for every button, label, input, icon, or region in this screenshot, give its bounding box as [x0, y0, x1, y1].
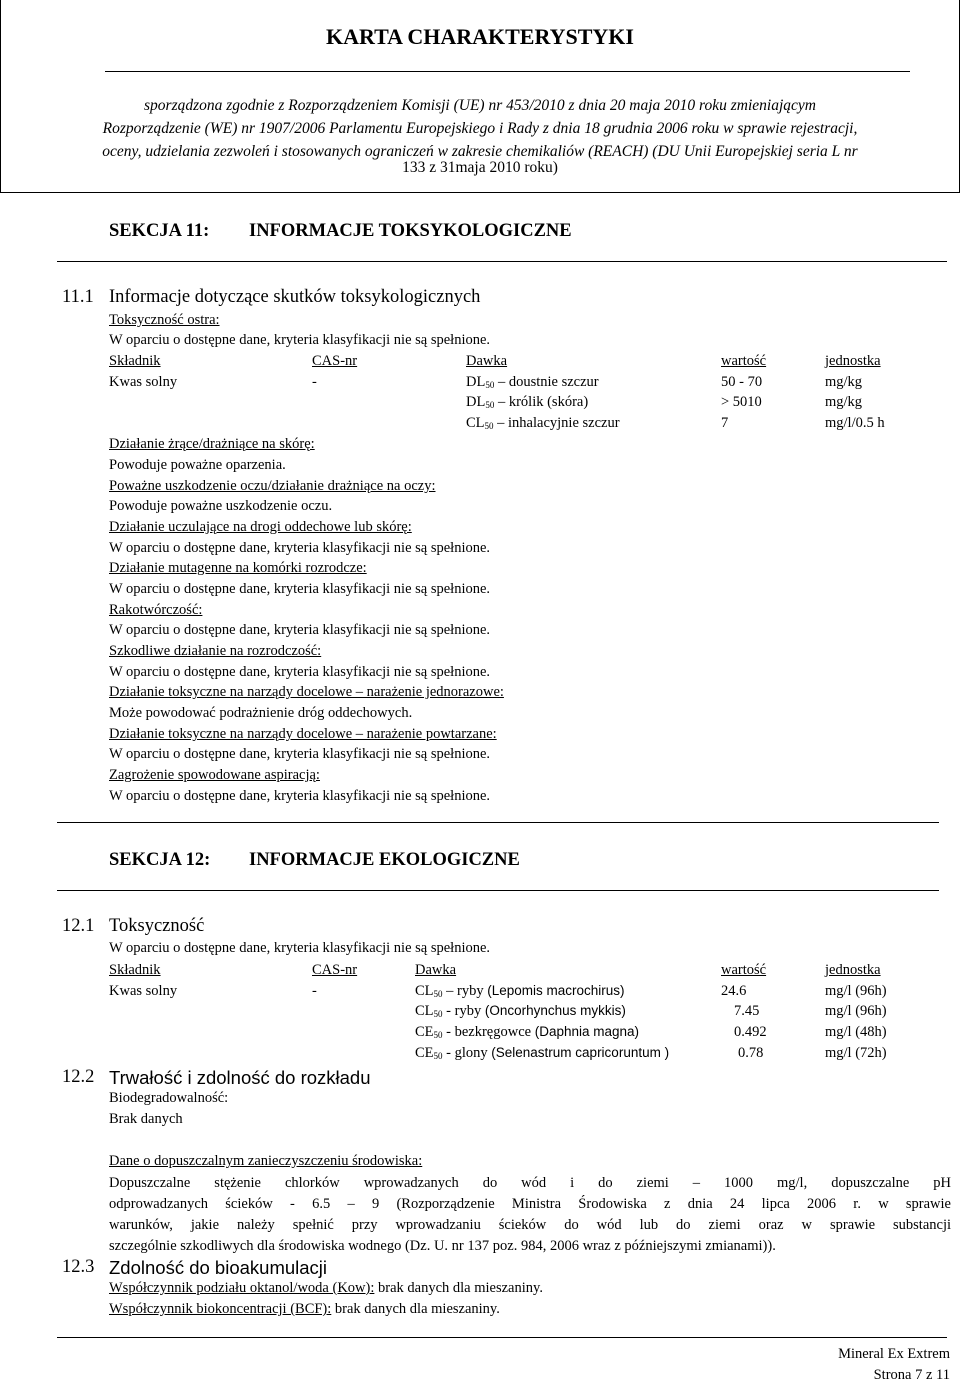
subsection-11-1-title: Informacje dotyczące skutków toksykologicznych — [109, 287, 481, 307]
section-divider — [57, 822, 939, 823]
hazard-text: W oparciu o dostępne dane, kryteria klasyfikacji nie są spełnione. — [109, 746, 491, 762]
section-12-number: SEKCJA 12: — [109, 850, 211, 870]
eco-row-value: 0.78 — [738, 1045, 764, 1061]
pollution-line: szczególnie szkodliwych dla środowiska wodnego (Dz. U. nr 137 poz. 984, 2006 wraz z późniejszymi zmianami)). — [109, 1238, 776, 1254]
eco-col-unit: jednostka — [825, 962, 881, 978]
footer-product: Mineral Ex Extrem — [838, 1346, 950, 1362]
tox-col-unit: jednostka — [825, 353, 881, 369]
tox-col-value: wartość — [721, 353, 767, 369]
document-title: KARTA CHARAKTERYSTYKI — [326, 24, 634, 49]
hazard-text: W oparciu o dostępne dane, kryteria klasyfikacji nie są spełnione. — [109, 788, 491, 804]
tox-col-cas: CAS-nr — [312, 353, 358, 369]
hazard-label: Działanie uczulające na drogi oddechowe lub skórę: — [109, 519, 412, 535]
tox-col-dose: Dawka — [466, 353, 508, 369]
subsection-12-3-number: 12.3 — [62, 1257, 95, 1277]
section-11-title: INFORMACJE TOKSYKOLOGICZNE — [249, 221, 572, 241]
subsection-12-2-number: 12.2 — [62, 1067, 95, 1087]
tox-row-cas: - — [312, 374, 317, 390]
subsection-12-2-title: Trwałość i zdolność do rozkładu — [109, 1067, 371, 1088]
hazard-text: Powoduje poważne uszkodzenie oczu. — [109, 498, 333, 514]
eco-col-component: Składnik — [109, 962, 161, 978]
tox-row-value: > 5010 — [721, 394, 762, 410]
eco-toxicity-text: W oparciu o dostępne dane, kryteria klasyfikacji nie są spełnione. — [109, 940, 491, 956]
bcf-label: Współczynnik biokoncentracji (BCF): — [109, 1301, 332, 1317]
section-12-title: INFORMACJE EKOLOGICZNE — [249, 850, 520, 870]
hazard-label: Działanie żrące/drażniące na skórę: — [109, 436, 315, 452]
hazard-label: Rakotwórczość: — [109, 602, 203, 618]
tox-row-unit: mg/kg — [825, 374, 863, 390]
eco-row-dose: $CL_{50}$ - ryby (Oncorhynchus mykkis) — [415, 1003, 626, 1019]
eco-row-dose: $CE_{50}$ - glony (Selenastrum capricoruntum ) — [415, 1045, 670, 1061]
eco-row-unit: mg/l (48h) — [825, 1024, 887, 1040]
section-11-number: SEKCJA 11: — [109, 221, 210, 241]
pollution-label: Dane o dopuszczalnym zanieczyszczeniu środowiska: — [109, 1153, 423, 1169]
pollution-line: warunków, jakie należy spełnić przy wprowadzaniu ścieków do wód lub do ziemi oraz w sprawie substancji — [109, 1217, 951, 1233]
pollution-paragraph — [109, 1173, 951, 1257]
tox-col-component: Składnik — [109, 353, 161, 369]
eco-row-value: 7.45 — [734, 1003, 760, 1019]
kow-text: brak danych dla mieszaniny. — [374, 1280, 543, 1296]
tox-row-unit: mg/kg — [825, 394, 863, 410]
pollution-line: Dopuszczalne stężenie chlorków wprowadzanych do wód i do ziemi – 1000 mg/l, dopuszczalne pH — [109, 1175, 951, 1191]
regulation-line-4: 133 z 31maja 2010 roku) — [402, 159, 558, 176]
tox-row-unit: mg/l/0.5 h — [825, 415, 885, 431]
footer-page-number: Strona 7 z 11 — [873, 1367, 950, 1383]
biodegradability-label: Biodegradowalność: — [109, 1090, 229, 1106]
section-11-rule — [57, 261, 947, 262]
eco-col-value: wartość — [721, 962, 767, 978]
subsection-12-3-title: Zdolność do bioakumulacji — [109, 1257, 328, 1278]
eco-row-unit: mg/l (96h) — [825, 1003, 887, 1019]
tox-row-value: 50 - 70 — [721, 374, 763, 390]
eco-row-unit: mg/l (96h) — [825, 983, 887, 999]
bcf-line — [109, 1301, 500, 1318]
eco-row-value: 24.6 — [721, 983, 747, 999]
eco-row-dose: $CE_{50}$ - bezkręgowce (Daphnia magna) — [415, 1024, 640, 1040]
hazard-text: W oparciu o dostępne dane, kryteria klasyfikacji nie są spełnione. — [109, 581, 491, 597]
hazard-text: W oparciu o dostępne dane, kryteria klasyfikacji nie są spełnione. — [109, 664, 491, 680]
subsection-12-1-title: Toksyczność — [109, 916, 205, 936]
regulation-line-1: sporządzona zgodnie z Rozporządzeniem Komisji (UE) nr 453/2010 z dnia 20 maja 2010 roku zmieniającym — [144, 97, 816, 114]
kow-label: Współczynnik podziału oktanol/woda (Kow): — [109, 1280, 375, 1296]
eco-row-component: Kwas solny — [109, 983, 178, 999]
hazard-label: Zagrożenie spowodowane aspiracją: — [109, 767, 320, 783]
eco-row-unit: mg/l (72h) — [825, 1045, 887, 1061]
title-underline — [105, 71, 910, 72]
eco-row-dose: $CL_{50}$ – ryby (Lepomis macrochirus) — [415, 983, 625, 999]
biodegradability-text: Brak danych — [109, 1111, 183, 1127]
eco-row-value: 0.492 — [734, 1024, 767, 1040]
regulation-line-2: Rozporządzenie (WE) nr 1907/2006 Parlamentu Europejskiego i Rady z dnia 18 grudnia 2006 roku w sprawie rejestracji, — [102, 120, 858, 137]
hazard-label: Poważne uszkodzenie oczu/działanie drażniące na oczy: — [109, 478, 436, 494]
footer-rule — [57, 1337, 947, 1338]
regulation-line-3: oceny, udzielania zezwoleń i stosowanych ograniczeń w zakresie chemikaliów (REACH) (DU Unii Europejskiej seria L nr — [102, 143, 858, 160]
bcf-text: brak danych dla mieszaniny. — [331, 1301, 500, 1317]
subsection-11-1-number: 11.1 — [62, 287, 94, 307]
hazard-text: Powoduje poważne oparzenia. — [109, 457, 286, 473]
hazard-text: W oparciu o dostępne dane, kryteria klasyfikacji nie są spełnione. — [109, 540, 491, 556]
hazard-text: Może powodować podrażnienie dróg oddechowych. — [109, 705, 413, 721]
tox-row-dose: $DL_{50}$ – królik (skóra) — [466, 394, 589, 410]
eco-col-cas: CAS-nr — [312, 962, 358, 978]
acute-toxicity-text: W oparciu o dostępne dane, kryteria klasyfikacji nie są spełnione. — [109, 332, 491, 348]
pollution-line: odprowadzanych ścieków - 6.5 – 9 (Rozporządzenie Ministra Środowiska z dnia 24 lipca 2006 r. w sprawie — [109, 1196, 951, 1212]
tox-row-dose: $CL_{50}$ – inhalacyjnie szczur — [466, 415, 620, 431]
subsection-12-1-number: 12.1 — [62, 916, 95, 936]
hazard-text: W oparciu o dostępne dane, kryteria klasyfikacji nie są spełnione. — [109, 622, 491, 638]
hazard-label: Działanie toksyczne na narządy docelowe – narażenie powtarzane: — [109, 726, 497, 742]
tox-row-dose: $DL_{50}$ – doustnie szczur — [466, 374, 599, 390]
acute-toxicity-label: Toksyczność ostra: — [109, 312, 220, 328]
kow-line — [109, 1280, 543, 1297]
eco-row-cas: - — [312, 983, 317, 999]
tox-row-value: 7 — [721, 415, 729, 431]
section-12-rule — [57, 890, 939, 891]
hazard-label: Szkodliwe działanie na rozrodczość: — [109, 643, 322, 659]
tox-row-component: Kwas solny — [109, 374, 178, 390]
eco-col-dose: Dawka — [415, 962, 457, 978]
hazard-label: Działanie mutagenne na komórki rozrodcze: — [109, 560, 367, 576]
hazard-label: Działanie toksyczne na narządy docelowe – narażenie jednorazowe: — [109, 684, 504, 700]
